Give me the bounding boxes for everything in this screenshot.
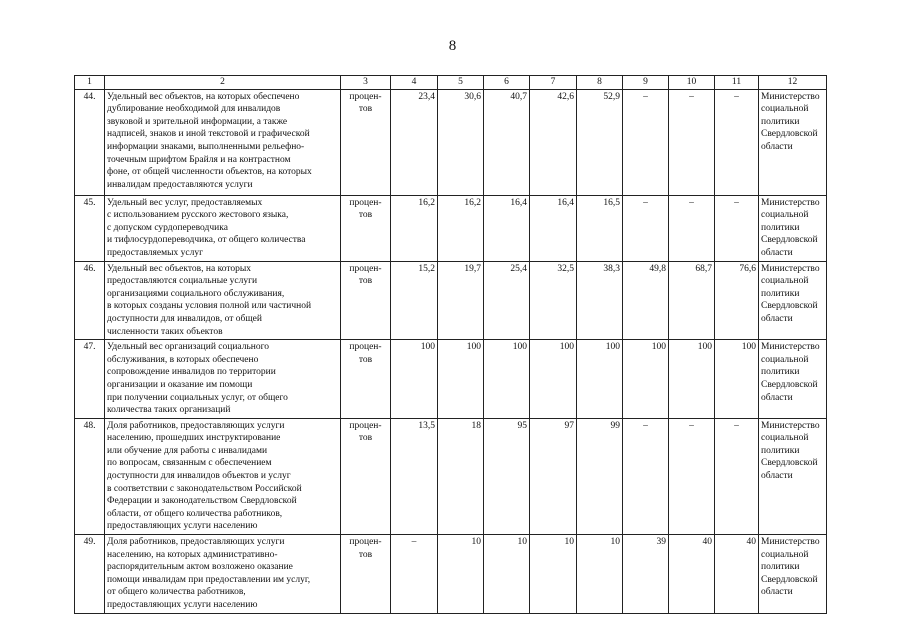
value-cell: 40,7 <box>484 89 530 195</box>
cell-text-line: тов <box>358 549 373 560</box>
value-cell: – <box>669 418 715 534</box>
value-cell: 99 <box>577 418 623 534</box>
cell-text-line: организациями социального обслуживания, <box>107 288 285 299</box>
cell-text-line: Свердловской <box>761 458 818 469</box>
cell-text-line: организации и оказание им помощи <box>107 379 253 390</box>
cell-text-line: социальной <box>761 549 809 560</box>
responsible-cell <box>759 535 827 614</box>
cell-text-line: социальной <box>761 210 809 221</box>
row-number: 46. <box>75 261 105 340</box>
value-cell: 16,4 <box>484 195 530 261</box>
cell-text-line: надписей, знаков и иной текстовой и графической <box>107 129 310 140</box>
cell-text-line: фоне, от общей численности объектов, на которых <box>107 167 312 178</box>
cell-text-line: от общего количества работников, <box>107 587 246 598</box>
value-cell: 68,7 <box>669 261 715 340</box>
cell-text-line: предоставляемых услуг <box>107 247 204 258</box>
value-cell: 42,6 <box>530 89 577 195</box>
cell-text-line: процен- <box>349 537 382 548</box>
value-cell: – <box>623 195 669 261</box>
cell-text-line: Министерство <box>761 91 820 102</box>
cell-text-line: политики <box>761 116 800 127</box>
value-cell: 100 <box>715 340 759 419</box>
table-row <box>75 535 827 614</box>
value-cell: 18 <box>438 418 484 534</box>
cell-text-line: тов <box>358 354 373 365</box>
indicator-name <box>105 195 341 261</box>
table-row <box>75 418 827 534</box>
cell-text-line: дублирование необходимой для инвалидов <box>107 104 281 115</box>
cell-text-line: распорядительным актом возложено оказание <box>107 562 293 573</box>
cell-text-line: Министерство <box>761 342 820 353</box>
value-cell: – <box>715 89 759 195</box>
value-cell: 100 <box>438 340 484 419</box>
value-cell: 13,5 <box>391 418 438 534</box>
cell-text-line: с использованием русского жестового языка, <box>107 210 289 221</box>
unit-cell <box>341 89 391 195</box>
column-header: 9 <box>623 76 669 90</box>
cell-text-line: предоставляющих услуги населению <box>107 521 258 532</box>
cell-text-line: с допуском сурдопереводчика <box>107 222 228 233</box>
cell-text-line: предоставляющих услуги населению <box>107 600 258 610</box>
value-cell: 10 <box>577 535 623 614</box>
cell-text-line: тов <box>358 276 373 287</box>
cell-text-line: области <box>761 471 793 482</box>
cell-text-line: политики <box>761 222 800 233</box>
cell-text-line: точечным шрифтом Брайля и на контрастном <box>107 154 291 165</box>
cell-text-line: в которых созданы условия полной или частичной <box>107 301 312 312</box>
responsible-cell <box>759 261 827 340</box>
value-cell: 76,6 <box>715 261 759 340</box>
cell-text-line: Свердловской <box>761 129 818 140</box>
cell-text-line: при получении социальных услуг, от общего <box>107 392 288 403</box>
cell-text-line: звуковой и зрительной информации, а также <box>107 116 288 127</box>
value-cell: 100 <box>484 340 530 419</box>
value-cell: 25,4 <box>484 261 530 340</box>
cell-text-line: количества таких организаций <box>107 405 231 416</box>
responsible-cell <box>759 89 827 195</box>
column-header: 12 <box>759 76 827 90</box>
cell-text-line: области <box>761 587 793 598</box>
value-cell: 19,7 <box>438 261 484 340</box>
cell-text-line: Удельный вес услуг, предоставляемых <box>107 197 263 208</box>
cell-text-line: населению, прошедших инструктирование <box>107 433 281 444</box>
row-number: 44. <box>75 89 105 195</box>
cell-text-line: Удельный вес организаций социального <box>107 342 270 353</box>
header-row <box>75 76 827 90</box>
value-cell: – <box>715 195 759 261</box>
cell-text-line: Свердловской <box>761 379 818 390</box>
indicator-name <box>105 340 341 419</box>
value-cell: 49,8 <box>623 261 669 340</box>
cell-text-line: тов <box>358 104 373 115</box>
indicator-name <box>105 89 341 195</box>
cell-text-line: Свердловской <box>761 301 818 312</box>
cell-text-line: социальной <box>761 354 809 365</box>
column-header: 10 <box>669 76 715 90</box>
value-cell: 100 <box>669 340 715 419</box>
cell-text-line: или обучение для работы с инвалидами <box>107 445 268 456</box>
cell-text-line: Федерации и законодательством Свердловской <box>107 496 297 507</box>
value-cell: 32,5 <box>530 261 577 340</box>
cell-text-line: Министерство <box>761 197 820 208</box>
row-number: 49. <box>75 535 105 614</box>
cell-text-line: доступности для инвалидов объектов и услуг <box>107 471 291 482</box>
value-cell: 95 <box>484 418 530 534</box>
cell-text-line: процен- <box>349 342 382 353</box>
value-cell: 100 <box>623 340 669 419</box>
cell-text-line: Доля работников, предоставляющих услуги <box>107 537 285 548</box>
cell-text-line: сопровождение инвалидов по территории <box>107 367 276 378</box>
value-cell: – <box>669 195 715 261</box>
column-header: 1 <box>75 76 105 90</box>
page-number: 8 <box>448 38 457 54</box>
cell-text-line: предоставляются социальные услуги <box>107 276 258 287</box>
unit-cell <box>341 261 391 340</box>
cell-text-line: области <box>761 392 793 403</box>
cell-text-line: тов <box>358 433 373 444</box>
table-row <box>75 195 827 261</box>
column-header: 2 <box>105 76 341 90</box>
cell-text-line: информации знаками, выполненными рельефно- <box>107 141 305 152</box>
value-cell: 39 <box>623 535 669 614</box>
indicators-table <box>74 75 827 614</box>
cell-text-line: обслуживания, в которых обеспечено <box>107 354 259 365</box>
column-header: 11 <box>715 76 759 90</box>
cell-text-line: процен- <box>349 197 382 208</box>
indicator-name <box>105 261 341 340</box>
value-cell: 10 <box>438 535 484 614</box>
cell-text-line: инвалидам предоставляются услуги <box>107 179 253 190</box>
cell-text-line: социальной <box>761 276 809 287</box>
cell-text-line: социальной <box>761 104 809 115</box>
indicator-name <box>105 535 341 614</box>
cell-text-line: и тифлосурдопереводчика, от общего количества <box>107 235 306 246</box>
cell-text-line: политики <box>761 562 800 573</box>
cell-text-line: области <box>761 141 793 152</box>
cell-text-line: области <box>761 313 793 324</box>
cell-text-line: Удельный вес объектов, на которых обеспечено <box>107 91 300 102</box>
value-cell: 10 <box>484 535 530 614</box>
value-cell: 10 <box>530 535 577 614</box>
cell-text-line: в соответствии с законодательством Российской <box>107 483 302 494</box>
unit-cell <box>341 535 391 614</box>
column-header: 3 <box>341 76 391 90</box>
cell-text-line: социальной <box>761 433 809 444</box>
column-header: 7 <box>530 76 577 90</box>
cell-text-line: Министерство <box>761 263 820 274</box>
table-row <box>75 340 827 419</box>
cell-text-line: политики <box>761 367 800 378</box>
cell-text-line: Удельный вес объектов, на которых <box>107 263 251 274</box>
cell-text-line: процен- <box>349 263 382 274</box>
value-cell: – <box>669 89 715 195</box>
cell-text-line: процен- <box>349 91 382 102</box>
value-cell: 100 <box>530 340 577 419</box>
unit-cell <box>341 340 391 419</box>
indicator-name <box>105 418 341 534</box>
cell-text-line: помощи инвалидам при предоставлении им услуг, <box>107 574 311 585</box>
value-cell: 97 <box>530 418 577 534</box>
value-cell: 52,9 <box>577 89 623 195</box>
value-cell: 16,4 <box>530 195 577 261</box>
value-cell: 40 <box>715 535 759 614</box>
value-cell: 16,2 <box>438 195 484 261</box>
row-number: 45. <box>75 195 105 261</box>
cell-text-line: Свердловской <box>761 574 818 585</box>
value-cell: – <box>391 535 438 614</box>
cell-text-line: населению, на которых административно- <box>107 549 278 560</box>
value-cell: 15,2 <box>391 261 438 340</box>
column-header: 4 <box>391 76 438 90</box>
cell-text-line: Свердловской <box>761 235 818 246</box>
cell-text-line: политики <box>761 288 800 299</box>
cell-text-line: по вопросам, связанным с обеспечением <box>107 458 272 469</box>
responsible-cell <box>759 340 827 419</box>
value-cell: 100 <box>391 340 438 419</box>
cell-text-line: Доля работников, предоставляющих услуги <box>107 420 285 431</box>
value-cell: 16,2 <box>391 195 438 261</box>
unit-cell <box>341 195 391 261</box>
responsible-cell <box>759 195 827 261</box>
unit-cell <box>341 418 391 534</box>
value-cell: 40 <box>669 535 715 614</box>
cell-text-line: тов <box>358 210 373 221</box>
value-cell: – <box>715 418 759 534</box>
row-number: 48. <box>75 418 105 534</box>
column-header: 6 <box>484 76 530 90</box>
table-row <box>75 89 827 195</box>
cell-text-line: доступности для инвалидов, от общей <box>107 313 262 324</box>
column-header: 5 <box>438 76 484 90</box>
value-cell: 16,5 <box>577 195 623 261</box>
cell-text-line: Министерство <box>761 420 820 431</box>
cell-text-line: области, от общего количества работников, <box>107 508 283 519</box>
column-header: 8 <box>577 76 623 90</box>
value-cell: 23,4 <box>391 89 438 195</box>
value-cell: – <box>623 418 669 534</box>
value-cell: 38,3 <box>577 261 623 340</box>
value-cell: 30,6 <box>438 89 484 195</box>
row-number: 47. <box>75 340 105 419</box>
responsible-cell <box>759 418 827 534</box>
value-cell: 100 <box>577 340 623 419</box>
value-cell: – <box>623 89 669 195</box>
cell-text-line: процен- <box>349 420 382 431</box>
cell-text-line: численности таких объектов <box>107 326 223 337</box>
table-row <box>75 261 827 340</box>
cell-text-line: политики <box>761 445 800 456</box>
cell-text-line: области <box>761 247 793 258</box>
cell-text-line: Министерство <box>761 537 820 548</box>
